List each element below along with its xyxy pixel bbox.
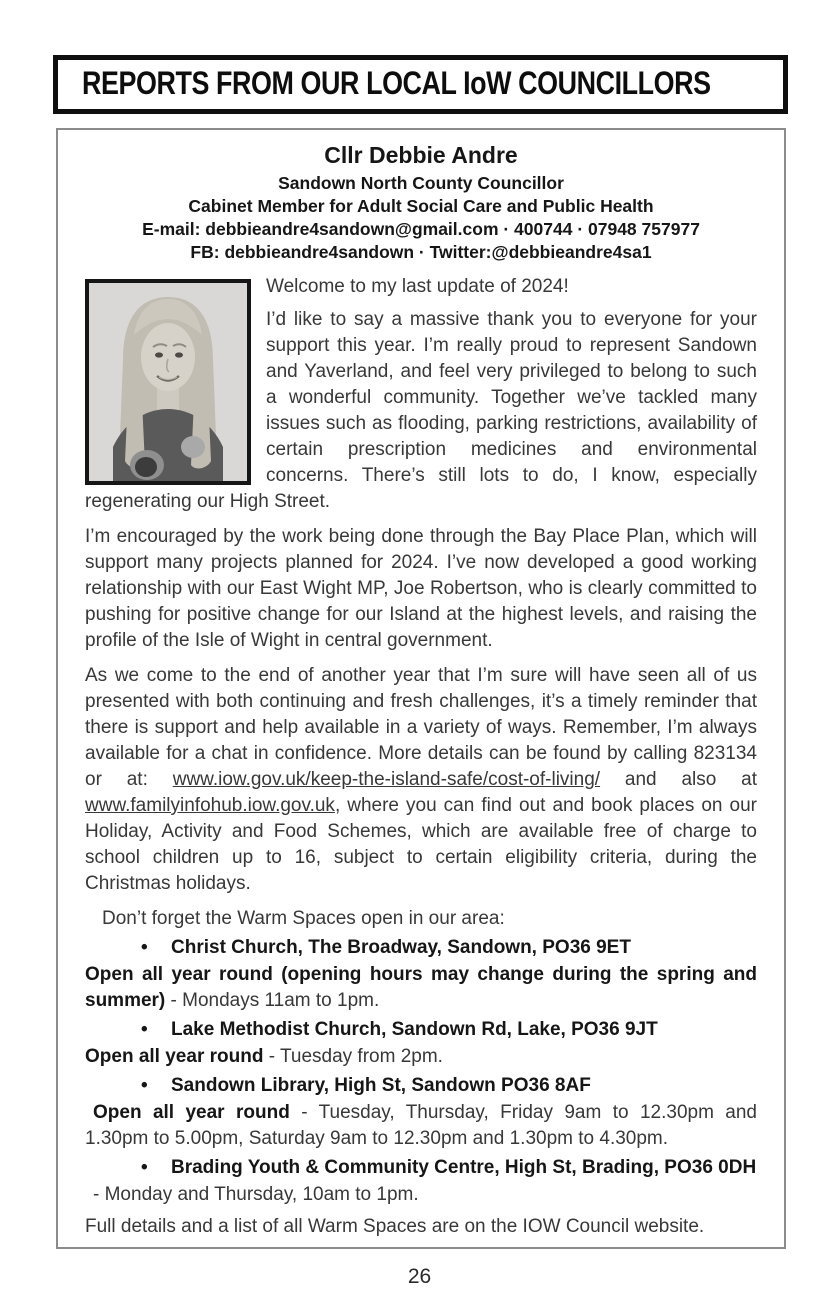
warm-space-title: Sandown Library, High St, Sandown PO36 8AF xyxy=(171,1075,591,1096)
warm-space-hours-regular: - Monday and Thursday, 10am to 1pm. xyxy=(93,1184,419,1205)
councillor-contact-line: E-mail: debbieandre4sandown@gmail.com · 400744 · 07948 757977 xyxy=(142,219,700,239)
report-body xyxy=(85,274,757,1240)
councillor-cabinet-role: Cabinet Member for Adult Social Care and Public Health xyxy=(188,196,654,216)
warm-space-item xyxy=(85,1073,757,1099)
warm-space-hours-regular: - Tuesday from 2pm. xyxy=(263,1046,443,1067)
councillor-social-line: FB: debbieandre4sandown · Twitter:@debbieandre4sa1 xyxy=(190,242,652,262)
warm-space-hours xyxy=(85,962,757,1014)
footer-note: Full details and a list of all Warm Spaces are on the IOW Council website. xyxy=(85,1216,705,1237)
report-paragraph-3 xyxy=(85,663,757,897)
report-intro: Welcome to my last update of 2024! xyxy=(266,276,569,297)
newsletter-page xyxy=(0,55,839,1288)
warm-space-item xyxy=(85,1155,757,1181)
bullet-icon: • xyxy=(141,1157,148,1178)
warm-space-item xyxy=(85,935,757,961)
councillor-name: Cllr Debbie Andre xyxy=(324,142,518,168)
warm-space-item xyxy=(85,1017,757,1043)
councillor-report-card xyxy=(56,128,786,1249)
warm-space-hours-bold: Open all year round xyxy=(85,1046,264,1067)
report-paragraph-1: I’d like to say a massive thank you to everyone for your support this year. I’m really proud to represent Sandown and Yaverland, and feel very privileged to belong to such a wonderful community. Together we’ve tackled many issues such as flooding, parking restrictions, availability of certain prescription medicines and environmental concerns. There’s still lots to do, I know, especially regenerating our High Street. xyxy=(85,309,757,512)
warm-space-hours-bold: Open all year round (opening hours may change during the spring and summer) xyxy=(85,964,757,1011)
paragraph-3-text-a: As we come to the end of another year that I’m sure will have seen all of us presented with both continuing and fresh challenges, it’s a timely reminder that there is support and help available in a variety of ways. Remember, I’m always available for a chat in confidence. More details can be found by calling 823134 or at: xyxy=(85,665,757,790)
bullet-icon: • xyxy=(141,1019,148,1040)
warm-space-hours xyxy=(85,1100,757,1152)
paragraph-3-text-b: and also at xyxy=(600,769,757,790)
warm-space-title: Lake Methodist Church, Sandown Rd, Lake, PO36 9JT xyxy=(171,1019,658,1040)
councillor-photo xyxy=(85,279,251,485)
warm-space-hours xyxy=(85,1182,757,1208)
section-banner xyxy=(53,55,788,114)
warm-space-hours-regular: - Mondays 11am to 1pm. xyxy=(165,990,380,1011)
councillor-role: Sandown North County Councillor xyxy=(278,173,564,193)
bullet-icon: • xyxy=(141,937,148,958)
bullet-icon: • xyxy=(141,1075,148,1096)
report-paragraph-2: I’m encouraged by the work being done through the Bay Place Plan, which will support many projects planned for 2024. I’ve now developed a good working relationship with our East Wight MP, Joe Robertson, who is clearly committed to pushing for positive change for our Island at the highest levels, and raising the profile of the Isle of Wight in central government. xyxy=(85,526,757,651)
warm-space-title: Brading Youth & Community Centre, High St, Brading, PO36 0DH xyxy=(171,1157,757,1178)
paragraph-3-text-c: , where you can find out and book places on our Holiday, Activity and Food Schemes, which are available free of charge to school children up to 16, subject to certain eligibility criteria, during the Christmas holidays. xyxy=(85,795,757,894)
warm-spaces-intro: Don’t forget the Warm Spaces open in our area: xyxy=(102,908,505,929)
warm-space-hours-regular: - Tuesday, Thursday, Friday 9am to 12.30pm and 1.30pm to 5.00pm, Saturday 9am to 12.30pm and 1.30pm to 4.30pm. xyxy=(85,1102,758,1149)
section-banner-title: REPORTS FROM OUR LOCAL IoW COUNCILLORS xyxy=(82,65,711,101)
link-family-info-hub[interactable]: www.familyinfohub.iow.gov.uk xyxy=(85,795,335,816)
warm-space-hours-bold: Open all year round xyxy=(93,1102,290,1123)
portrait-illustration xyxy=(89,283,247,481)
warm-space-hours xyxy=(85,1044,757,1070)
link-cost-of-living[interactable]: www.iow.gov.uk/keep-the-island-safe/cost-of-living/ xyxy=(172,769,601,790)
warm-space-title: Christ Church, The Broadway, Sandown, PO36 9ET xyxy=(171,937,631,958)
page-number: 26 xyxy=(407,1265,432,1288)
councillor-header xyxy=(85,142,757,264)
